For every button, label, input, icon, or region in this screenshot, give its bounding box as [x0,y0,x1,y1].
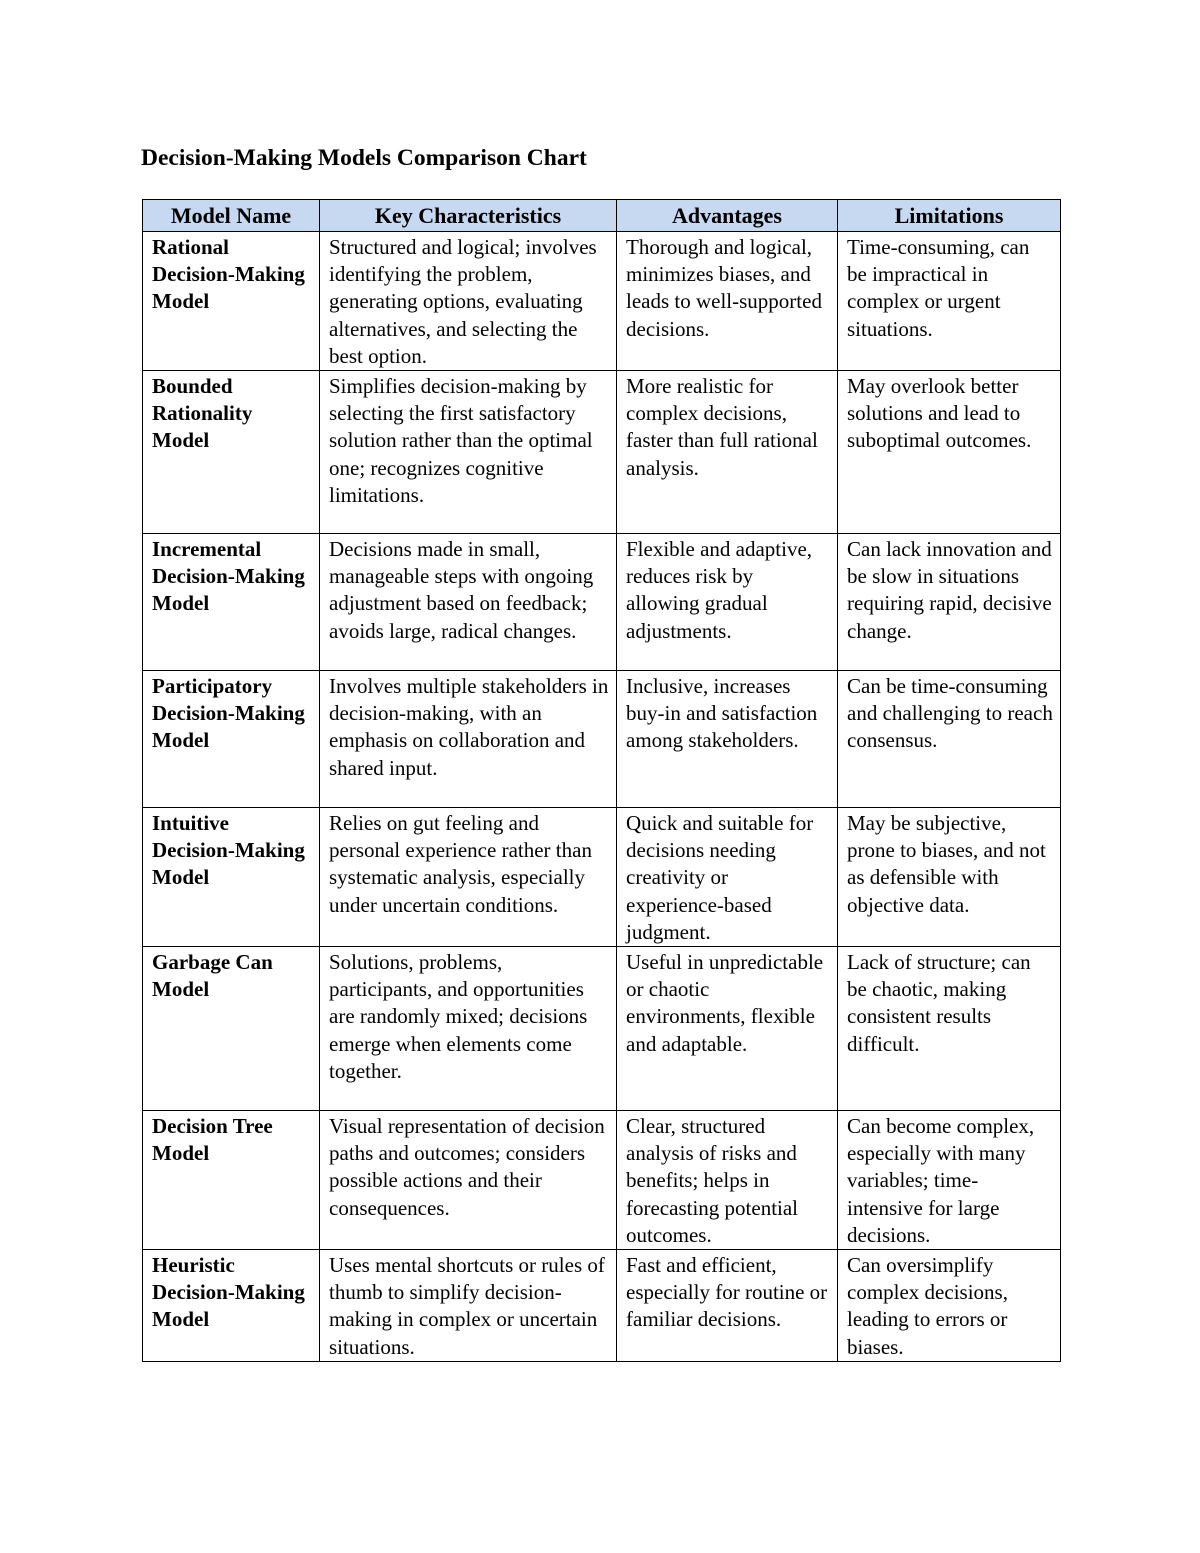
column-header-model-name: Model Name [143,200,320,232]
advantages-cell: Thorough and logical, minimizes biases, and leads to well-supported decisions. [617,232,838,371]
model-name-cell: Rational Decision-Making Model [143,232,320,371]
comparison-table [142,199,1061,1362]
table-row [143,1111,1061,1250]
table-row [143,808,1061,947]
characteristics-cell: Relies on gut feeling and personal experience rather than systematic analysis, especially under uncertain conditions. [320,808,617,947]
limitations-cell: Can lack innovation and be slow in situations requiring rapid, decisive change. [838,534,1061,671]
column-header-key-characteristics: Key Characteristics [320,200,617,232]
model-name-cell: Bounded Rationality Model [143,371,320,534]
limitations-cell: Can be time-consuming and challenging to reach consensus. [838,671,1061,808]
advantages-cell: Fast and efficient, especially for routine or familiar decisions. [617,1250,838,1362]
table-body [143,232,1061,1362]
limitations-cell: May overlook better solutions and lead to suboptimal outcomes. [838,371,1061,534]
advantages-cell: Useful in unpredictable or chaotic environments, flexible and adaptable. [617,947,838,1111]
advantages-cell: Clear, structured analysis of risks and benefits; helps in forecasting potential outcomes. [617,1111,838,1250]
characteristics-cell: Decisions made in small, manageable steps with ongoing adjustment based on feedback; avoids large, radical changes. [320,534,617,671]
header-row [143,200,1061,232]
limitations-cell: Can become complex, especially with many variables; time-intensive for large decisions. [838,1111,1061,1250]
limitations-cell: Lack of structure; can be chaotic, making consistent results difficult. [838,947,1061,1111]
table-row [143,371,1061,534]
limitations-cell: Time-consuming, can be impractical in complex or urgent situations. [838,232,1061,371]
model-name-cell: Incremental Decision-Making Model [143,534,320,671]
column-header-limitations: Limitations [838,200,1061,232]
limitations-cell: May be subjective, prone to biases, and not as defensible with objective data. [838,808,1061,947]
characteristics-cell: Simplifies decision-making by selecting the first satisfactory solution rather than the optimal one; recognizes cognitive limitations. [320,371,617,534]
table-row [143,947,1061,1111]
column-header-advantages: Advantages [617,200,838,232]
page-title: Decision-Making Models Comparison Chart [141,145,587,171]
table-header [143,200,1061,232]
table-row [143,534,1061,671]
advantages-cell: Quick and suitable for decisions needing creativity or experience-based judgment. [617,808,838,947]
characteristics-cell: Involves multiple stakeholders in decision-making, with an emphasis on collaboration and shared input. [320,671,617,808]
model-name-cell: Garbage Can Model [143,947,320,1111]
model-name-cell: Intuitive Decision-Making Model [143,808,320,947]
model-name-cell: Decision Tree Model [143,1111,320,1250]
characteristics-cell: Visual representation of decision paths and outcomes; considers possible actions and their consequences. [320,1111,617,1250]
limitations-cell: Can oversimplify complex decisions, leading to errors or biases. [838,1250,1061,1362]
table-row [143,671,1061,808]
model-name-cell: Heuristic Decision-Making Model [143,1250,320,1362]
model-name-cell: Participatory Decision-Making Model [143,671,320,808]
advantages-cell: More realistic for complex decisions, faster than full rational analysis. [617,371,838,534]
characteristics-cell: Structured and logical; involves identifying the problem, generating options, evaluating alternatives, and selecting the best option. [320,232,617,371]
characteristics-cell: Solutions, problems, participants, and opportunities are randomly mixed; decisions emerge when elements come together. [320,947,617,1111]
advantages-cell: Flexible and adaptive, reduces risk by allowing gradual adjustments. [617,534,838,671]
table-row [143,232,1061,371]
table-row [143,1250,1061,1362]
characteristics-cell: Uses mental shortcuts or rules of thumb to simplify decision-making in complex or uncertain situations. [320,1250,617,1362]
advantages-cell: Inclusive, increases buy-in and satisfaction among stakeholders. [617,671,838,808]
